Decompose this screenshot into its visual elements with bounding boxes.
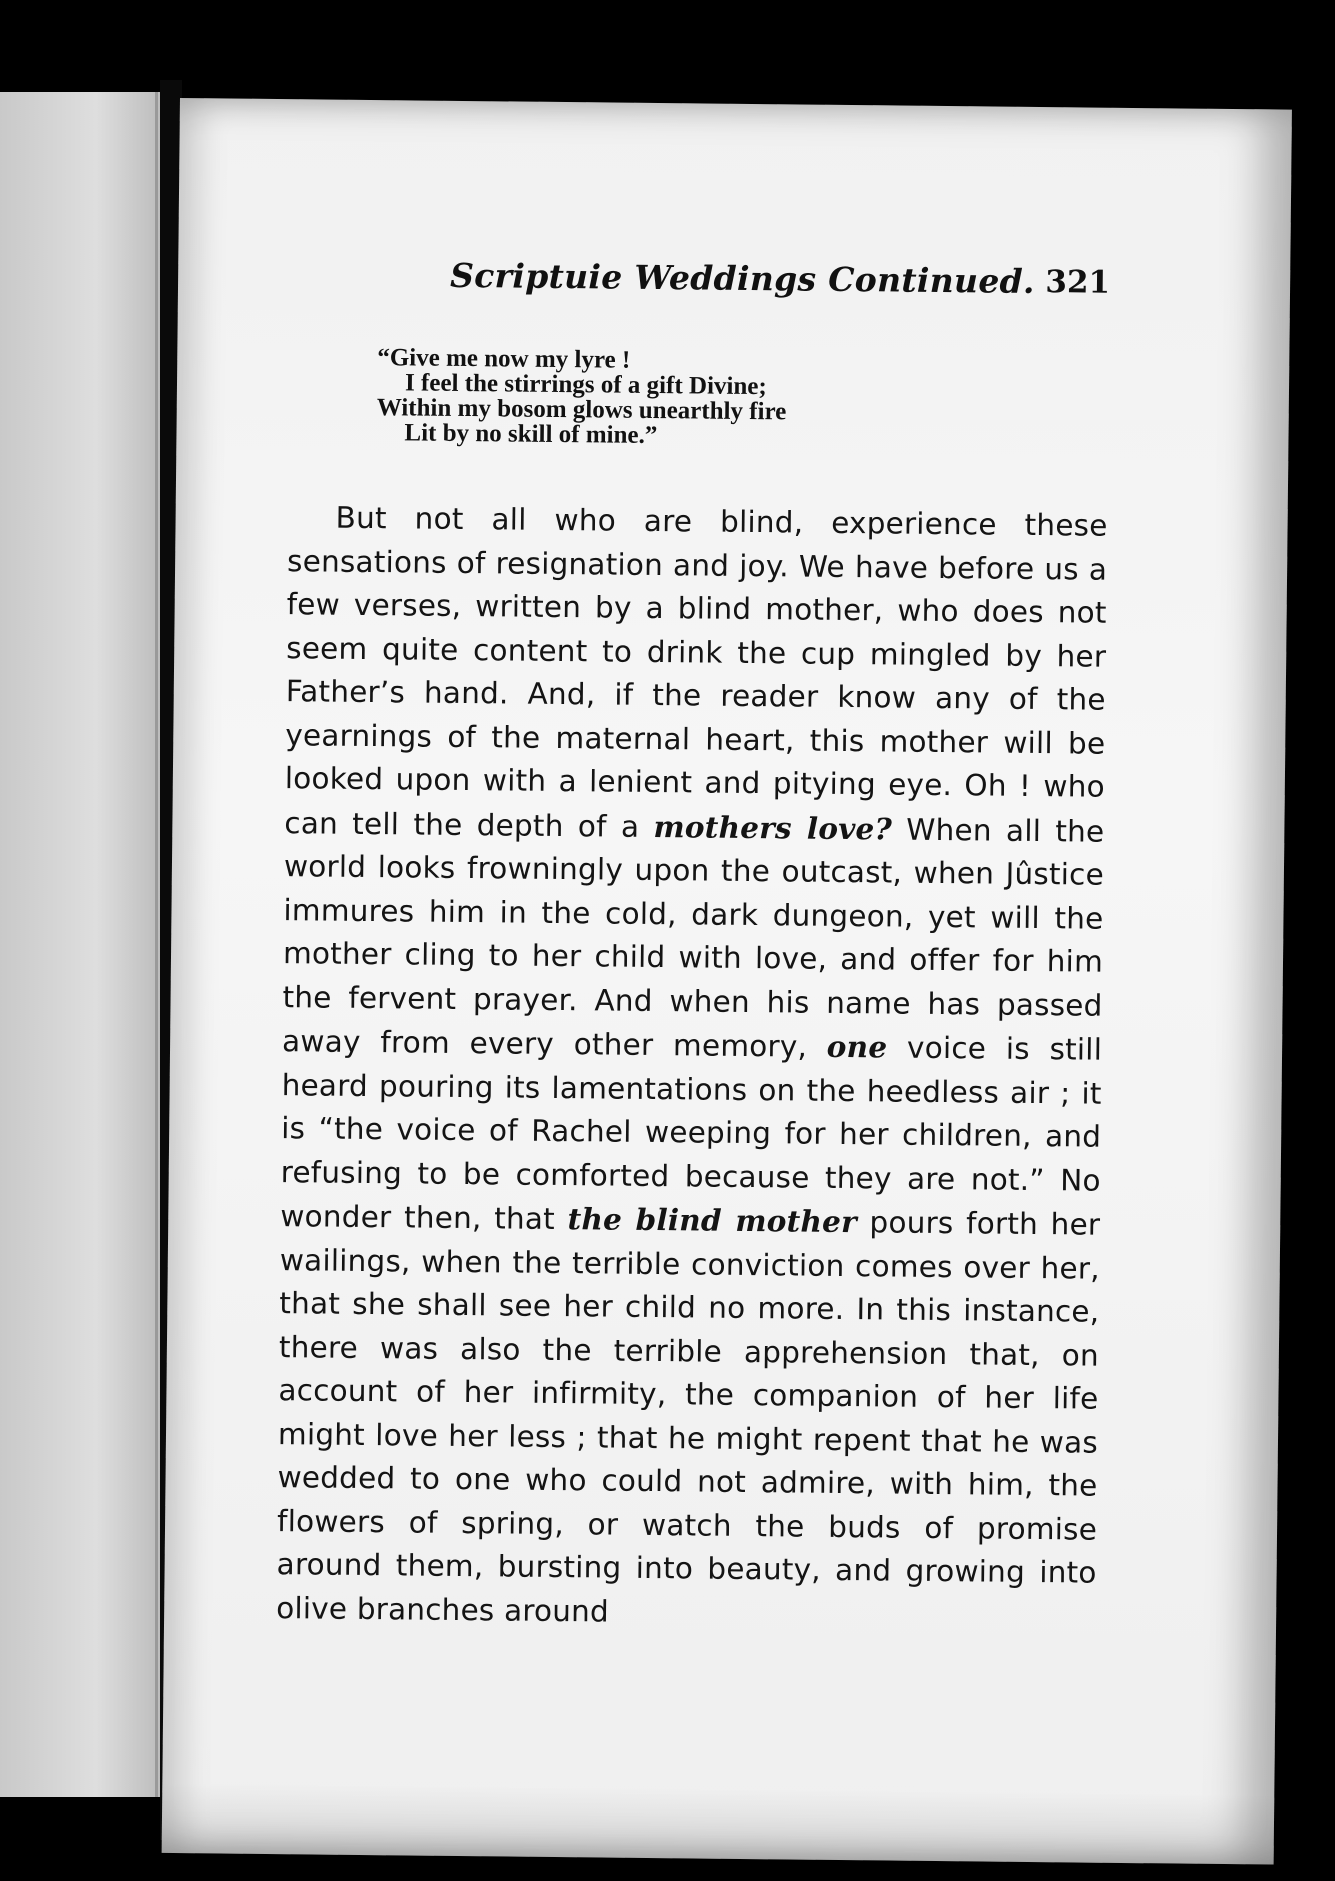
paragraph-text: voice is still heard pouring its lamentations on the heedless air ; it is “the voice of Rachel weeping for her children, and refusing to be comforted because they are not.” No wonder then, that: [280, 1030, 1103, 1237]
page-bottom-shadow: [162, 1783, 1275, 1865]
running-head: [290, 254, 1111, 323]
verse-line: “Give me now my lyre !: [377, 344, 631, 374]
verse-line: I feel the stirrings of a gift Divine;: [404, 369, 767, 401]
paragraph-text: pours forth her wailings, when the terrible conviction comes over her, that she shall see her child no more. In this instance, there was also the terrible apprehension that, on account of her infirmity, the companion of her life might love her less ; that he might repent that he was wedded to one who could not admire, with him, the flowers of spring, or watch the buds of promise around them, bursting into beauty, and growing into olive branches around: [276, 1205, 1101, 1629]
book-page: [162, 98, 1292, 1865]
running-head-title: Scriptuie Weddings Continued.: [449, 255, 1035, 301]
italic-phrase: the blind mother: [567, 1201, 858, 1240]
verse-line: Within my bosom glows unearthly fire: [376, 394, 787, 426]
italic-phrase: one: [826, 1028, 888, 1065]
paragraph-text: When all the world looks frowningly upon the outcast, when Jûstice immures him in the cold, dark dungeon, yet will the mother cling to her child with love, and offer for him the fervent prayer. And when his name has passed away from every other memory,: [281, 811, 1105, 1064]
body-paragraph: [276, 496, 1108, 1639]
italic-phrase: mothers love?: [653, 808, 893, 846]
left-page-edge-line: [155, 92, 158, 1797]
verse-quotation: [376, 345, 1109, 453]
left-page-edge: [0, 92, 160, 1797]
paragraph-text: But not all who are blind, experience these sensations of resignation and joy. We have before us a few verses, written by a blind mother, who does not seem quite content to drink the cup mingled by her Father’s hand. And, if the reader know any of the yearnings of the maternal heart, this mother will be looked upon with a lenient and pitying eye. Oh ! who can tell the depth of a: [284, 500, 1108, 844]
verse-line: Lit by no skill of mine.”: [404, 419, 658, 450]
page-text-block: [276, 254, 1111, 1668]
page-number: 321: [1045, 264, 1111, 301]
